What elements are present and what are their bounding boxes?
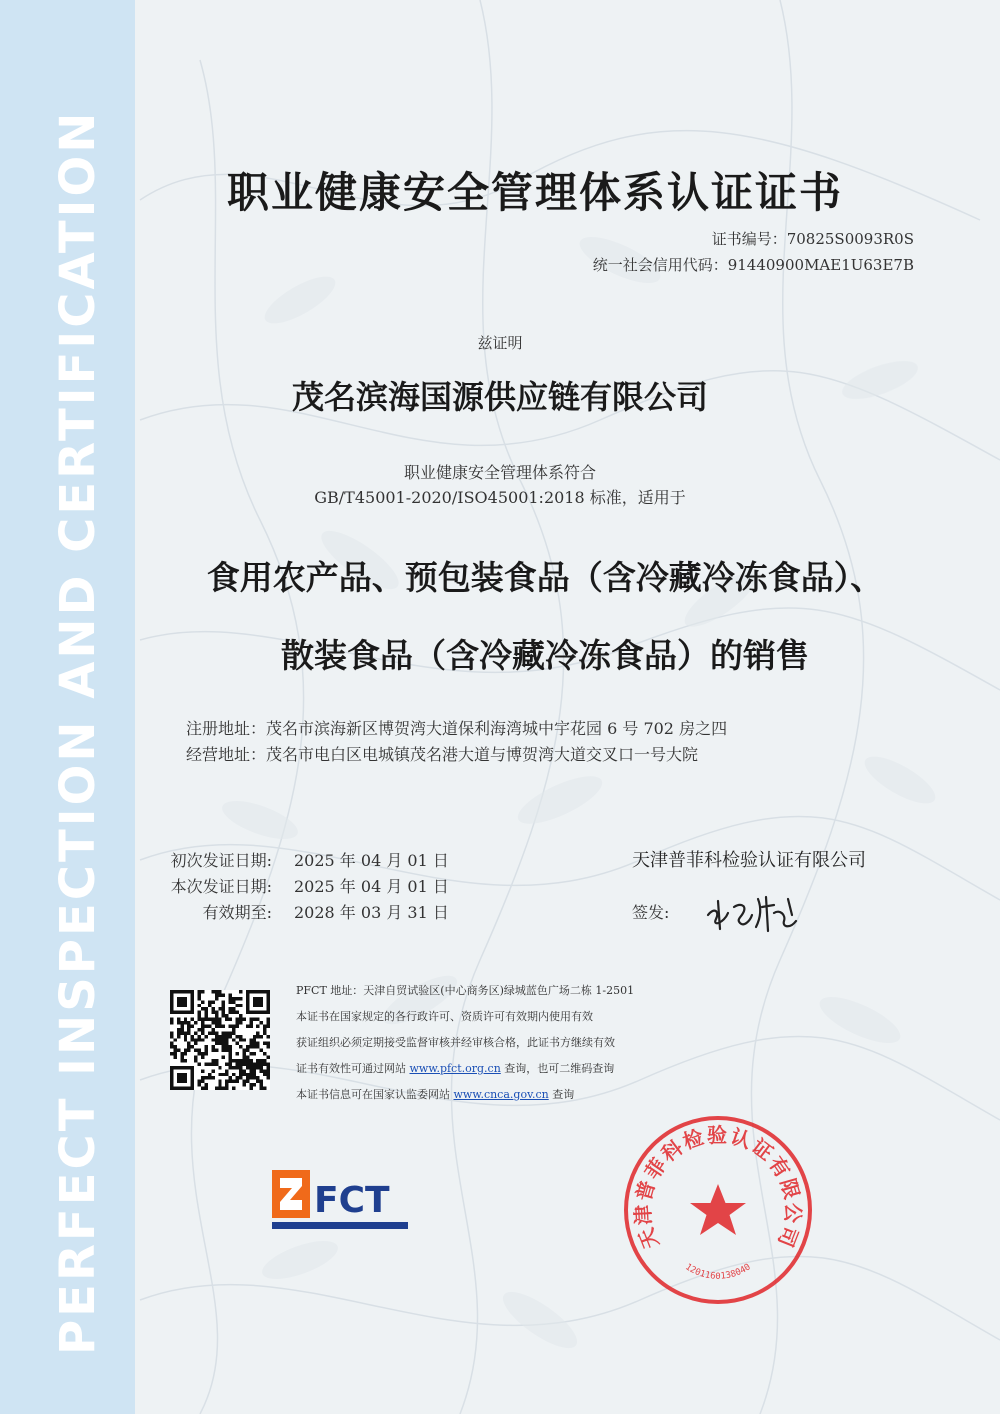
current-issue-value: 2025 年 04 月 01 日 [294, 877, 449, 896]
standard-line-1: 职业健康安全管理体系符合 [403, 463, 596, 482]
business-address: 经营地址：茂名市电白区电城镇茂名港大道与博贺湾大道交叉口一号大院 [186, 745, 699, 764]
side-band-text: PERFECT INSPECTION AND CERTIFICATION [50, 109, 106, 1355]
cnca-note-post: 查询 [548, 1088, 575, 1101]
pfct-website-link[interactable]: www.pfct.org.cn [409, 1062, 501, 1075]
first-issue-value: 2025 年 04 月 01 日 [294, 851, 449, 870]
first-issue-date [150, 848, 449, 871]
cnca-note [296, 1086, 574, 1102]
first-issue-label: 初次发证日期: [170, 851, 272, 870]
certificate-number: 证书编号：70825S0093R0S [711, 230, 914, 248]
validity-note: 本证书在国家规定的各行政许可、资质许可有效期内使用有效 [296, 1010, 593, 1023]
signature-image [700, 885, 810, 935]
surveillance-note: 获证组织必须定期接受监督审核并经审核合格，此证书方继续有效 [296, 1036, 615, 1049]
verify-note [296, 1060, 614, 1076]
valid-until-value: 2028 年 03 月 31 日 [294, 903, 449, 922]
qr-code-icon [170, 990, 270, 1090]
standard-line-2: GB/T45001-2020/ISO45001:2018 标准，适用于 [314, 488, 686, 507]
cnca-website-link[interactable]: www.cnca.gov.cn [453, 1088, 549, 1101]
verify-note-post: 查询，也可二维码查询 [500, 1062, 615, 1075]
cnca-note-pre: 本证书信息可在国家认监委网站 [296, 1088, 454, 1101]
scope-line-1: 食用农产品、预包装食品（含冷藏冷冻食品）、 [206, 558, 884, 597]
certify-text: 兹证明 [477, 334, 523, 352]
scope-line-2: 散装食品（含冷藏冷冻食品）的销售 [281, 636, 809, 675]
svg-text:天津普菲科检验认证有限公司: 天津普菲科检验认证有限公司 [630, 1123, 806, 1253]
company-name: 茂名滨海国源供应链有限公司 [291, 378, 708, 416]
current-issue-date [150, 874, 449, 897]
sign-label: 签发: [632, 903, 670, 922]
svg-text:FCT: FCT [314, 1180, 390, 1221]
pfct-address: PFCT 地址：天津自贸试验区(中心商务区)绿城蓝色广场二栋 1-2501 [296, 984, 635, 997]
svg-text:1201160138040: 1201160138040 [683, 1262, 753, 1282]
issuer-name: 天津普菲科检验认证有限公司 [632, 850, 866, 871]
pfct-logo [270, 1166, 410, 1232]
registered-address: 注册地址：茂名市滨海新区博贺湾大道保利海湾城中宇花园 6 号 702 房之四 [186, 719, 728, 738]
credit-code: 统一社会信用代码：91440900MAE1U63E7B [592, 256, 914, 274]
star-icon [690, 1184, 746, 1235]
current-issue-label: 本次发证日期: [170, 877, 272, 896]
certificate-title: 职业健康安全管理体系认证证书 [226, 168, 843, 217]
official-seal [620, 1112, 816, 1308]
valid-until-label: 有效期至: [202, 903, 272, 922]
verify-note-pre: 证书有效性可通过网站 [296, 1062, 410, 1075]
valid-until-date [150, 900, 449, 923]
